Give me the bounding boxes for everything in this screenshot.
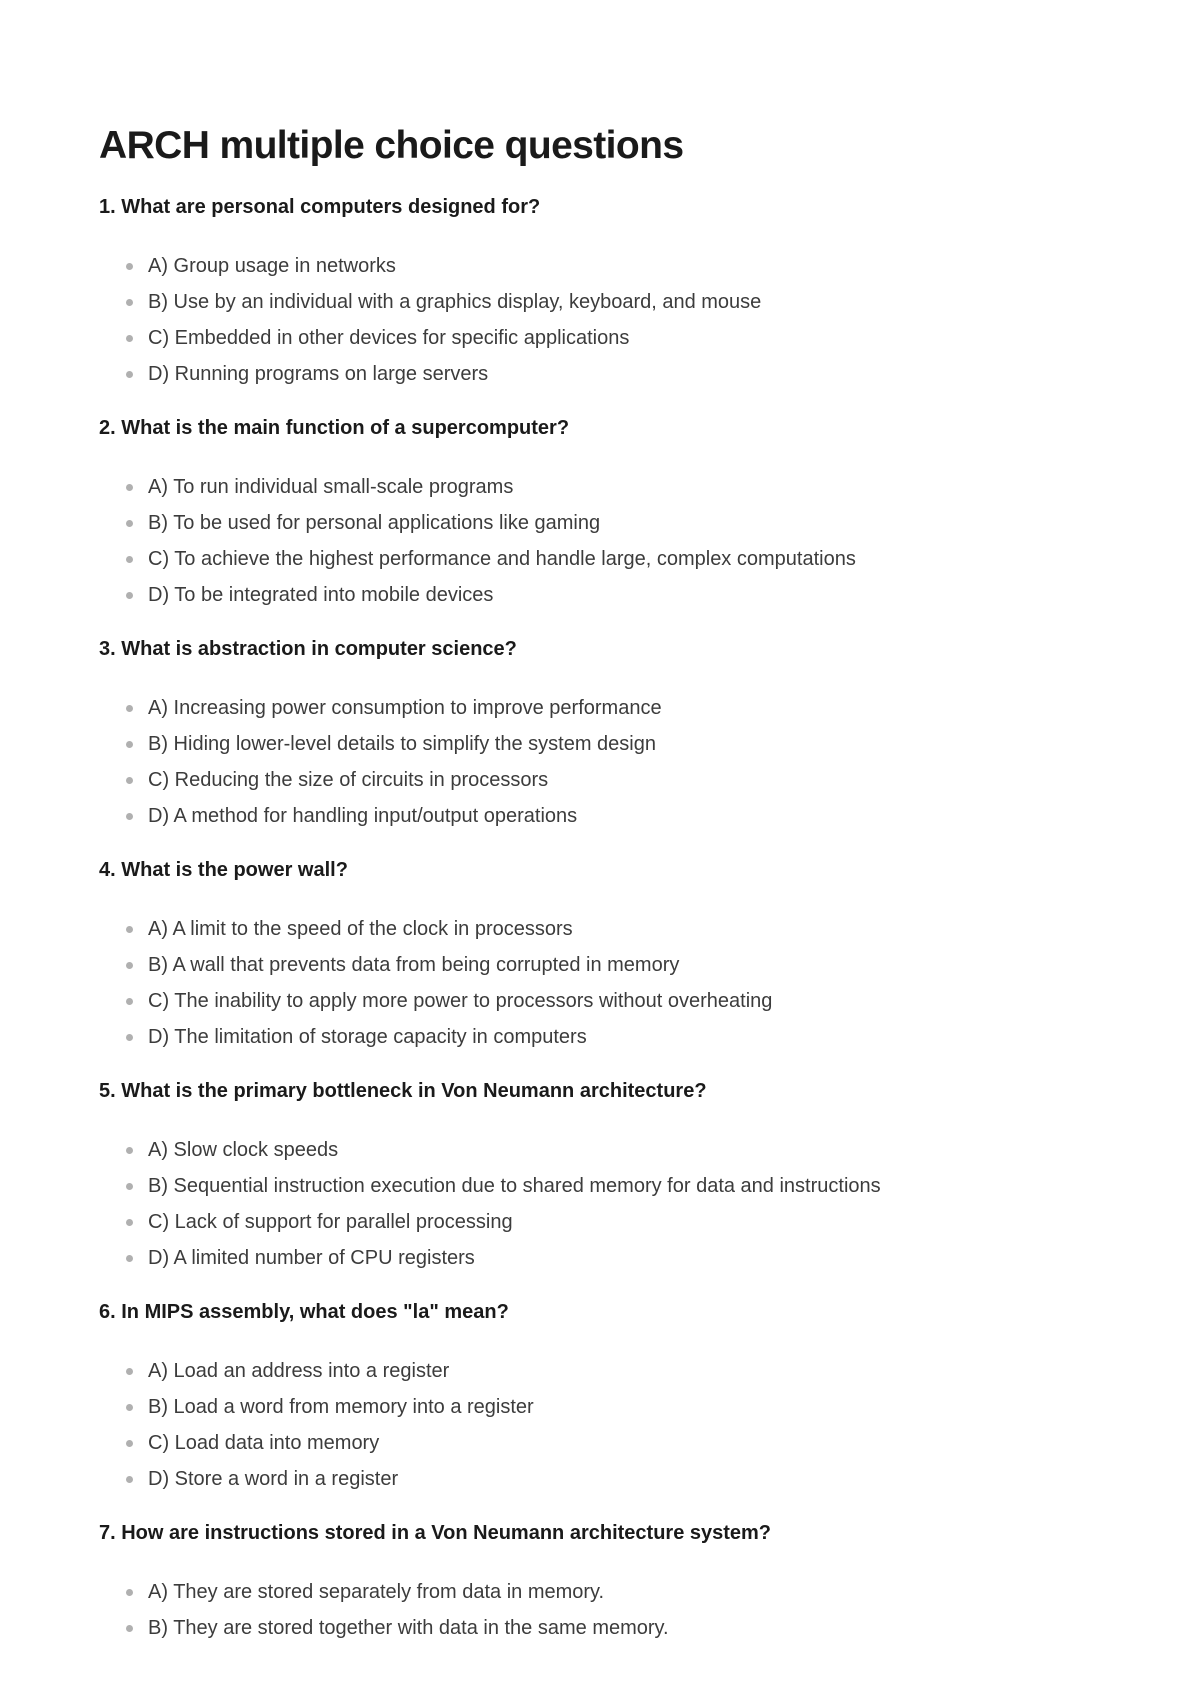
answer-option: D) Store a word in a register xyxy=(99,1461,534,1497)
answer-option: C) Load data into memory xyxy=(99,1425,534,1461)
answer-options xyxy=(99,1132,881,1276)
answer-option: C) The inability to apply more power to processors without overheating xyxy=(99,983,772,1019)
answer-option: C) Lack of support for parallel processing xyxy=(99,1204,881,1240)
question-text: 3. What is abstraction in computer science? xyxy=(99,638,517,660)
answer-options xyxy=(99,911,772,1055)
answer-option: B) Sequential instruction execution due to shared memory for data and instructions xyxy=(99,1168,881,1204)
answer-option: D) To be integrated into mobile devices xyxy=(99,577,856,613)
question-4 xyxy=(99,856,1119,1048)
answer-option: D) The limitation of storage capacity in computers xyxy=(99,1019,772,1055)
answer-options xyxy=(99,690,662,834)
answer-option: C) To achieve the highest performance and handle large, complex computations xyxy=(99,541,856,577)
question-7 xyxy=(99,1519,1119,1639)
answer-option: B) They are stored together with data in the same memory. xyxy=(99,1610,669,1646)
answer-option: B) A wall that prevents data from being corrupted in memory xyxy=(99,947,772,983)
answer-option: A) To run individual small-scale programs xyxy=(99,469,856,505)
answer-option: B) Use by an individual with a graphics display, keyboard, and mouse xyxy=(99,284,761,320)
question-text: 2. What is the main function of a supercomputer? xyxy=(99,417,570,439)
answer-option: D) A method for handling input/output operations xyxy=(99,798,662,834)
question-1 xyxy=(99,193,1119,385)
question-text: 7. How are instructions stored in a Von Neumann architecture system? xyxy=(99,1522,772,1544)
question-6 xyxy=(99,1298,1119,1490)
question-3 xyxy=(99,635,1119,827)
question-text: 1. What are personal computers designed for? xyxy=(99,196,541,218)
answer-option: A) They are stored separately from data in memory. xyxy=(99,1574,669,1610)
answer-option: D) A limited number of CPU registers xyxy=(99,1240,881,1276)
question-text: 5. What is the primary bottleneck in Von Neumann architecture? xyxy=(99,1080,707,1102)
question-2 xyxy=(99,414,1119,606)
answer-option: A) Slow clock speeds xyxy=(99,1132,881,1168)
answer-option: B) To be used for personal applications like gaming xyxy=(99,505,856,541)
answer-option: A) Load an address into a register xyxy=(99,1353,534,1389)
question-text: 4. What is the power wall? xyxy=(99,859,348,881)
answer-option: D) Running programs on large servers xyxy=(99,356,761,392)
question-5 xyxy=(99,1077,1119,1269)
answer-option: C) Embedded in other devices for specific applications xyxy=(99,320,761,356)
document-title: ARCH multiple choice questions xyxy=(99,124,684,167)
answer-option: B) Load a word from memory into a register xyxy=(99,1389,534,1425)
answer-option: A) Increasing power consumption to improve performance xyxy=(99,690,662,726)
answer-option: A) A limit to the speed of the clock in processors xyxy=(99,911,772,947)
answer-option: C) Reducing the size of circuits in processors xyxy=(99,762,662,798)
answer-options xyxy=(99,1353,534,1497)
answer-option: A) Group usage in networks xyxy=(99,248,761,284)
answer-options xyxy=(99,248,761,392)
answer-options xyxy=(99,469,856,613)
answer-options xyxy=(99,1574,669,1646)
answer-option: B) Hiding lower-level details to simplify the system design xyxy=(99,726,662,762)
question-text: 6. In MIPS assembly, what does "la" mean? xyxy=(99,1301,509,1323)
